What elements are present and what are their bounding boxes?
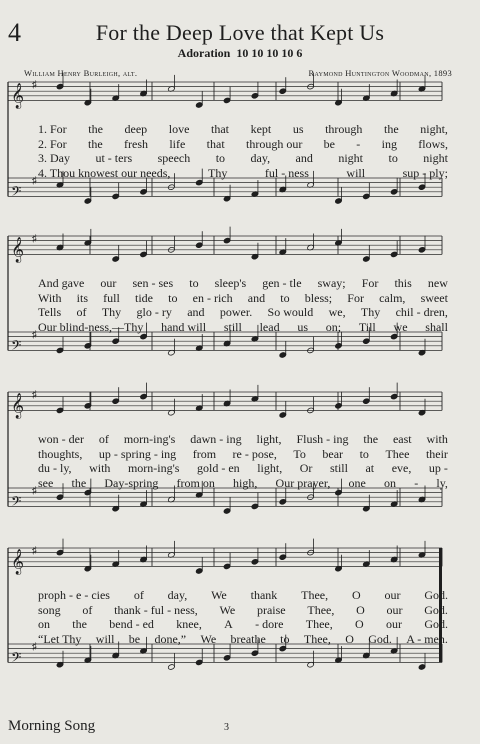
- lyric-syllable: re - pose,: [232, 446, 277, 461]
- lyric-syllable: night,: [420, 122, 448, 136]
- lyric-syllable: of: [82, 602, 93, 617]
- bass-clef-icon: 𝄢: [11, 649, 22, 669]
- lyric-syllable: high,: [233, 475, 258, 490]
- lyric-syllable: To: [293, 446, 306, 461]
- lyric-syllable: shall: [425, 319, 448, 334]
- lyric-syllable: Day-spring: [104, 475, 159, 490]
- lyric-syllable: of: [98, 432, 109, 446]
- lyric-syllable: done,”: [154, 631, 187, 646]
- lyric-line: [38, 617, 448, 631]
- lyric-syllable: morn-ing's: [127, 461, 180, 475]
- lyric-syllable: east: [392, 432, 412, 446]
- lyric-syllable: God.: [424, 602, 448, 617]
- lyric-syllable: So would: [267, 305, 314, 319]
- lyric-syllable: God.: [424, 588, 448, 602]
- lyric-syllable: will: [95, 631, 115, 646]
- lyric-syllable: power.: [219, 305, 253, 319]
- lyric-syllable: this: [394, 276, 412, 290]
- key-signature-sharp-icon: ♯: [32, 485, 37, 497]
- lyric-syllable: to: [215, 151, 226, 165]
- lyric-syllable: Thee,: [305, 617, 333, 631]
- lyric-syllable: We: [211, 588, 227, 602]
- lyric-syllable: 2. For: [38, 136, 67, 151]
- lyric-syllable: Our prayer,: [275, 475, 331, 490]
- lyric-syllable: kept: [250, 122, 272, 136]
- lyric-syllable: tide: [135, 290, 153, 305]
- bass-clef-icon: 𝄢: [11, 183, 22, 203]
- lyric-syllable: day,: [250, 151, 271, 165]
- lyric-syllable: O: [345, 631, 354, 646]
- treble-clef-icon: 𝄞: [11, 393, 25, 419]
- lyric-syllable: Thy: [360, 305, 381, 319]
- lyric-syllable: will: [346, 165, 366, 180]
- lyric-line: [38, 588, 448, 602]
- lyric-syllable: still: [223, 319, 242, 334]
- lyric-syllable: song: [38, 602, 61, 617]
- lyric-syllable: to: [359, 446, 369, 461]
- lyric-syllable: gen - tle: [262, 276, 302, 290]
- lyric-syllable: morn-ing's: [123, 432, 176, 446]
- lyric-syllable: night: [338, 151, 364, 165]
- page-number: 3: [224, 722, 229, 733]
- lyric-syllable: on: [384, 475, 397, 490]
- lyric-syllable: A - men.: [406, 631, 448, 646]
- lyric-syllable: new: [427, 276, 448, 290]
- lyric-syllable: sup - ply;: [402, 165, 448, 180]
- lyric-syllable: For: [347, 290, 364, 305]
- lyric-syllable: God.: [368, 631, 392, 646]
- lyric-syllable: Tells: [38, 305, 62, 319]
- treble-clef-icon: 𝄞: [11, 83, 25, 109]
- treble-clef-icon: 𝄞: [11, 237, 25, 263]
- lyric-syllable: Thee: [385, 446, 410, 461]
- tune-label: Morning Song: [8, 718, 96, 734]
- lyric-syllable: sway;: [317, 276, 346, 290]
- key-signature-sharp-icon: ♯: [32, 641, 37, 653]
- lyric-syllable: - dore: [255, 617, 284, 631]
- lyric-syllable: light,: [256, 432, 282, 446]
- bass-clef-icon: 𝄢: [11, 337, 22, 357]
- lyric-syllable: won - der: [38, 432, 84, 446]
- lyric-syllable: to: [280, 631, 290, 646]
- lyric-syllable: Thy: [101, 305, 122, 319]
- lyric-syllable: night: [423, 151, 448, 165]
- key-signature-sharp-icon: ♯: [32, 79, 37, 91]
- lyric-syllable: We: [219, 602, 236, 617]
- hymn-number: 4: [8, 18, 21, 47]
- lyric-syllable: we,: [328, 305, 346, 319]
- lyric-syllable: thank: [250, 588, 278, 602]
- lyric-syllable: Flush - ing: [296, 432, 349, 446]
- lyric-syllable: the: [72, 617, 87, 631]
- lyric-syllable: be: [128, 631, 141, 646]
- lyric-syllable: our: [386, 602, 403, 617]
- lyric-syllable: fresh: [124, 136, 148, 151]
- lyric-syllable: and: [295, 151, 313, 165]
- lyric-syllable: Thee,: [303, 631, 331, 646]
- lyric-syllable: For: [361, 276, 379, 290]
- lyric-syllable: With: [38, 290, 62, 305]
- key-signature-sharp-icon: ♯: [32, 175, 37, 187]
- lyric-syllable: we: [393, 319, 408, 334]
- lyric-syllable: and: [247, 290, 266, 305]
- lyric-syllable: -: [356, 136, 361, 151]
- lyric-syllable: to: [189, 276, 199, 290]
- lyric-syllable: up - spring - ing: [98, 446, 177, 461]
- bass-clef-icon: 𝄢: [11, 493, 22, 513]
- lyric-syllable: A: [224, 617, 233, 631]
- treble-clef-icon: 𝄞: [11, 549, 25, 575]
- lyric-syllable: gold - en: [197, 461, 240, 475]
- lyric-syllable: speech: [157, 151, 191, 165]
- tune-name: Adoration: [177, 46, 231, 60]
- lyric-syllable: still: [329, 461, 348, 475]
- lyric-syllable: Thee,: [307, 602, 335, 617]
- lyric-syllable: with: [89, 461, 111, 475]
- lyric-syllable: love: [168, 122, 190, 136]
- lyric-syllable: Thee,: [301, 588, 329, 602]
- lyric-syllable: thank - ful - ness,: [114, 602, 198, 617]
- lyric-syllable: 3. Day: [38, 151, 70, 165]
- lyric-syllable: sen - ses: [132, 276, 174, 290]
- lyric-syllable: from on: [176, 475, 215, 490]
- lyric-syllable: on;: [325, 319, 342, 334]
- lyric-syllable: O: [355, 617, 364, 631]
- lyric-syllable: And gave: [38, 276, 85, 290]
- lyric-syllable: its: [76, 290, 89, 305]
- lyric-syllable: breathe: [230, 631, 266, 646]
- lyric-syllable: day,: [167, 588, 188, 602]
- lyric-syllable: 4. Thou knowest our needs,: [38, 165, 171, 180]
- lyric-syllable: du - ly,: [38, 461, 72, 475]
- lyric-syllable: 1. For: [38, 122, 67, 136]
- lyric-syllable: our: [384, 588, 401, 602]
- lyric-syllable: from: [192, 446, 217, 461]
- lyric-syllable: light,: [257, 461, 283, 475]
- meter: 10 10 10 10 6: [236, 46, 303, 60]
- lyric-syllable: praise: [256, 602, 286, 617]
- lyric-syllable: Till: [358, 319, 376, 334]
- lyric-syllable: of: [76, 305, 87, 319]
- lyric-syllable: bear: [322, 446, 344, 461]
- lyric-syllable: hand will: [161, 319, 207, 334]
- lyric-syllable: Our blind-ness,—Thy: [38, 319, 144, 334]
- lyric-syllable: calm,: [379, 290, 406, 305]
- lyric-syllable: that: [206, 136, 225, 151]
- lyric-syllable: through our: [245, 136, 303, 151]
- lyric-syllable: en - rich: [192, 290, 233, 305]
- lyric-syllable: the: [88, 122, 103, 136]
- lyric-syllable: at: [365, 461, 375, 475]
- lyric-syllable: on: [38, 617, 50, 631]
- lyric-syllable: ly,: [436, 475, 448, 490]
- lyric-syllable: We: [200, 631, 217, 646]
- lyric-syllable: life: [169, 136, 186, 151]
- lyric-syllable: bend - ed: [109, 617, 154, 631]
- lyric-syllable: to: [168, 290, 178, 305]
- lyric-syllable: sleep's: [214, 276, 247, 290]
- lyric-syllable: and: [187, 305, 205, 319]
- lyric-syllable: dawn - ing: [190, 432, 242, 446]
- lyric-syllable: through: [325, 122, 363, 136]
- lyric-syllable: proph - e - cies: [38, 588, 110, 602]
- lyric-syllable: see: [38, 475, 54, 490]
- lyric-syllable: be: [323, 136, 335, 151]
- lyric-syllable: ut - ters: [95, 151, 133, 165]
- lyric-syllable: full: [103, 290, 120, 305]
- lyric-syllable: us: [297, 319, 309, 334]
- lyric-syllable: to: [388, 151, 398, 165]
- lyric-syllable: O: [351, 588, 361, 602]
- lyric-syllable: “Let Thy: [38, 631, 82, 646]
- lyric-syllable: flows,: [418, 136, 448, 151]
- lyric-syllable: our: [386, 617, 403, 631]
- lyric-syllable: with: [426, 432, 448, 446]
- lyric-syllable: that: [210, 122, 229, 136]
- lyric-syllable: lead: [259, 319, 280, 334]
- lyric-syllable: us: [292, 122, 304, 136]
- lyric-syllable: bless;: [304, 290, 333, 305]
- key-signature-sharp-icon: ♯: [32, 329, 37, 341]
- lyric-syllable: chil - dren,: [395, 305, 448, 319]
- lyric-syllable: eve,: [391, 461, 412, 475]
- lyric-syllable: O: [356, 602, 365, 617]
- key-signature-sharp-icon: ♯: [32, 545, 37, 557]
- lyric-syllable: one: [348, 475, 366, 490]
- key-signature-sharp-icon: ♯: [32, 389, 37, 401]
- author-credit: William Henry Burleigh, alt.: [24, 68, 138, 78]
- lyric-syllable: Thy: [207, 165, 228, 180]
- hymn-title: For the Deep Love that Kept Us: [95, 20, 385, 45]
- composer-credit: Raymond Huntington Woodman, 1893: [308, 68, 452, 78]
- lyric-syllable: our: [100, 276, 117, 290]
- lyric-syllable: Or: [299, 461, 313, 475]
- lyric-syllable: ing: [381, 136, 397, 151]
- lyric-syllable: to: [280, 290, 290, 305]
- lyric-syllable: knee,: [176, 617, 202, 631]
- lyric-syllable: sweet: [420, 290, 448, 305]
- key-signature-sharp-icon: ♯: [32, 233, 37, 245]
- lyric-syllable: thoughts,: [38, 446, 83, 461]
- lyric-syllable: up -: [428, 461, 448, 475]
- lyric-line: [38, 603, 448, 617]
- lyric-syllable: the: [363, 432, 379, 446]
- lyric-syllable: of: [133, 588, 144, 602]
- lyric-syllable: glo - ry: [136, 305, 172, 319]
- lyric-syllable: the: [71, 475, 87, 490]
- lyric-syllable: their: [425, 446, 448, 461]
- lyric-syllable: the: [383, 122, 399, 136]
- lyric-syllable: -: [414, 475, 419, 490]
- lyric-syllable: ful - ness: [264, 165, 309, 180]
- lyric-syllable: God.: [424, 617, 448, 631]
- lyric-syllable: the: [88, 136, 103, 151]
- lyric-syllable: deep: [124, 122, 148, 136]
- lyric-line: [38, 632, 448, 646]
